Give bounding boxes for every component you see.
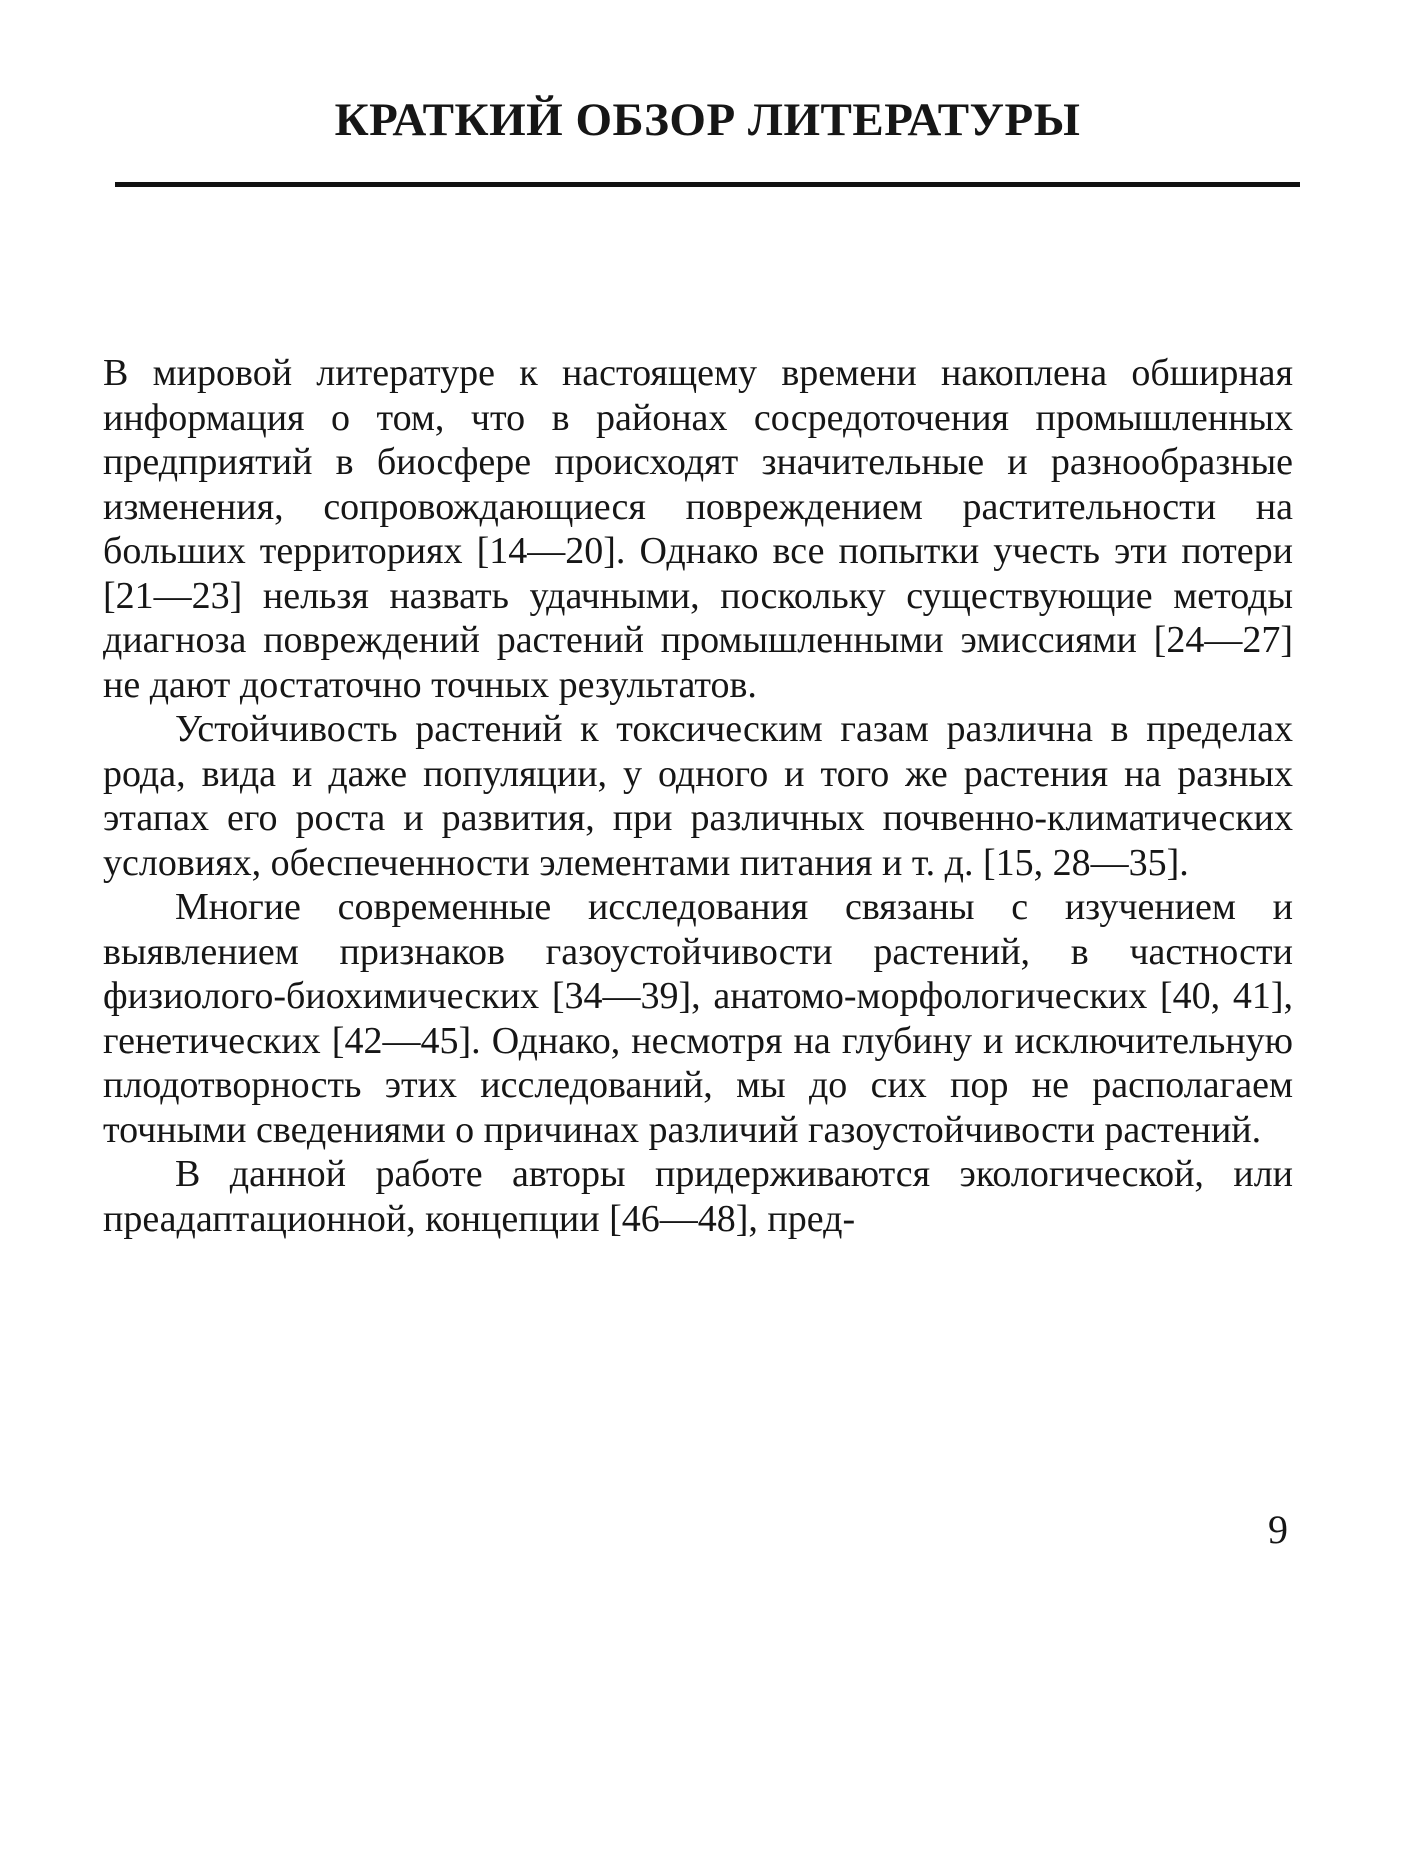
body-text: [103, 351, 1293, 1241]
paragraph-3: Многие современные исследования связаны с изучением и выявлением признаков газоустойчивости растений, в частности физиолого-биохимических [34—39], анатомо-морфологических [40, 41], генетических [42—45]. Однако, несмотря на глубину и исключительную плодотворность этих исследований, мы до сих пор не располагаем точными сведениями о причинах различий газоустойчивости растений.: [103, 886, 1293, 1151]
paragraph-4: В данной работе авторы придерживаются экологической, или преадаптационной, концепции [46—48], пред-: [103, 1153, 1293, 1240]
page-number: 9: [1268, 1507, 1288, 1552]
section-heading: КРАТКИЙ ОБЗОР ЛИТЕРАТУРЫ: [334, 94, 1081, 146]
paragraph-2: Устойчивость растений к токсическим газам различна в пределах рода, вида и даже популяции, у одного и того же растения на разных этапах его роста и развития, при различных почвенно-климатических условиях, обеспеченности элементами питания и т. д. [15, 28—35].: [103, 708, 1293, 884]
heading-rule: [115, 182, 1300, 187]
paragraph-1: В мировой литературе к настоящему времени накоплена обширная информация о том, что в районах сосредоточения промышленных предприятий в биосфере происходят значительные и разнообразные изменения, сопровождающиеся повреждением растительности на больших территориях [14—20]. Однако все попытки учесть эти потери [21—23] нельзя назвать удачными, поскольку существующие методы диагноза повреждений растений промышленными эмиссиями [24—27] не дают достаточно точных результатов.: [103, 352, 1293, 706]
